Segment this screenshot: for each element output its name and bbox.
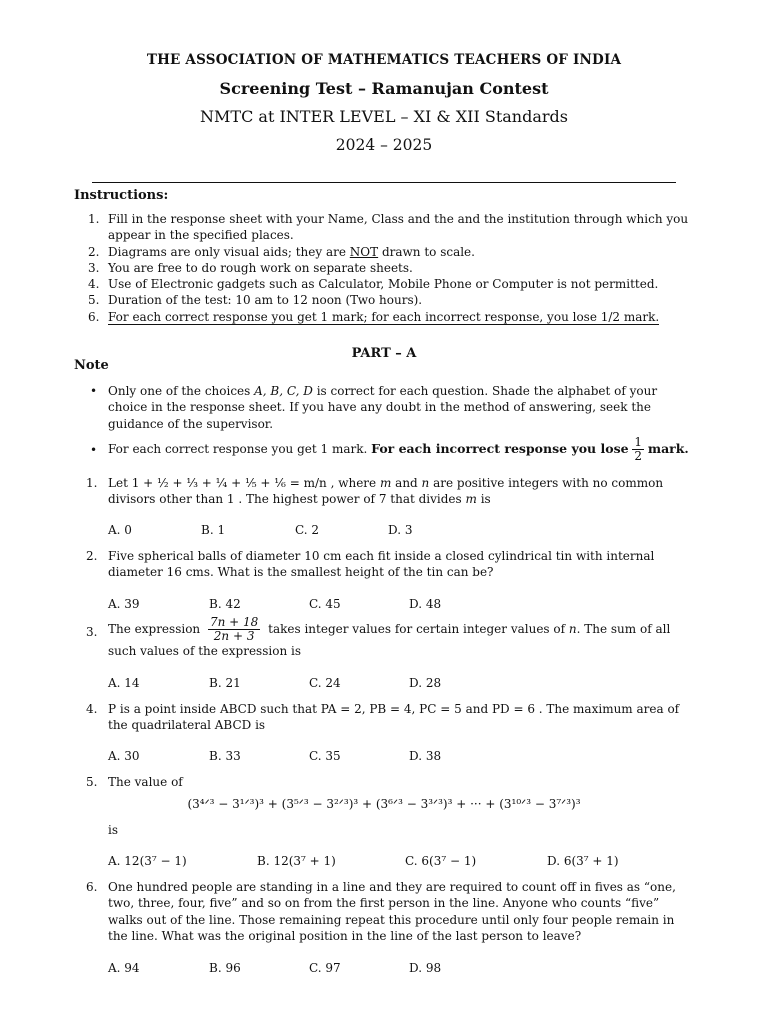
option-c[interactable]: C. 35 — [309, 749, 341, 763]
instruction-item: 2. Diagrams are only visual aids; they are NOT drawn to scale. — [88, 244, 475, 259]
instruction-item: 6. For each correct response you get 1 mark; for each incorrect response, you lose 1/2 mark. — [88, 309, 660, 324]
option-c[interactable]: C. 6(3⁷ − 1) — [405, 854, 477, 868]
option-c[interactable]: C. 24 — [309, 676, 341, 690]
bullet-icon: • — [90, 384, 98, 398]
option-b[interactable]: B. 42 — [209, 597, 241, 611]
question-3: 3. The expression $\frac{7n + 18}{2n + 3}$ takes integer values for certain integer values of n. The sum of all such values of the expression is — [86, 615, 671, 658]
option-b[interactable]: B. 12(3⁷ + 1) — [257, 854, 336, 868]
question-1: 1. Let 1 + ½ + ⅓ + ¼ + ⅕ + ⅙ = m/n , where m and n are positive integers with no common divisors other than 1 . The highest power of 7 that divides m is — [86, 476, 664, 507]
org-title: THE ASSOCIATION OF MATHEMATICS TEACHERS OF INDIA — [146, 52, 622, 68]
option-a[interactable]: A. 30 — [108, 749, 140, 763]
option-b[interactable]: B. 21 — [209, 676, 241, 690]
instruction-item: 3. You are free to do rough work on separate sheets. — [88, 260, 413, 275]
option-c[interactable]: C. 97 — [309, 961, 341, 975]
option-d[interactable]: D. 6(3⁷ + 1) — [547, 854, 619, 868]
option-d[interactable]: D. 3 — [388, 523, 413, 537]
option-c[interactable]: C. 45 — [309, 597, 341, 611]
note-title: Note — [74, 358, 109, 373]
option-a[interactable]: A. 0 — [108, 523, 132, 537]
header-rule — [92, 182, 676, 183]
instruction-item: 1. Fill in the response sheet with your Name, Class and the and the institution through which you appear in the specified places. — [88, 212, 689, 243]
question-2: 2. Five spherical balls of diameter 10 cm each fit inside a closed cylindrical tin with internal diameter 16 cms. What is the smallest height of the tin can be? — [86, 549, 655, 580]
expression-fraction: $\frac{7n + 18}{2n + 3}$ — [209, 615, 259, 643]
half-fraction: $\frac{1}{2}$ — [634, 434, 643, 463]
bullet-icon: • — [90, 442, 98, 457]
option-a[interactable]: A. 12(3⁷ − 1) — [108, 854, 187, 868]
option-b[interactable]: B. 33 — [209, 749, 241, 763]
note-list — [90, 383, 696, 469]
note-item: • For each correct response you get 1 mark. For each incorrect response you lose $\frac{1}{2}$ mark. — [90, 434, 689, 463]
instructions-list — [88, 211, 698, 325]
option-d[interactable]: D. 48 — [409, 597, 442, 611]
instruction-item: 5. Duration of the test: 10 am to 12 noon (Two hours). — [88, 293, 423, 308]
option-a[interactable]: A. 94 — [108, 961, 140, 975]
option-d[interactable]: D. 28 — [409, 676, 442, 690]
option-d[interactable]: D. 98 — [409, 961, 442, 975]
question-5: 5. The value of — [86, 775, 183, 789]
option-b[interactable]: B. 1 — [201, 523, 226, 537]
test-title: Screening Test – Ramanujan Contest — [219, 79, 549, 98]
year-title: 2024 – 2025 — [335, 136, 433, 154]
question-5-equation: (3⁴ᐟ³ − 3¹ᐟ³)³ + (3⁵ᐟ³ − 3²ᐟ³)³ + (3⁶ᐟ³ − 3³ᐟ³)³ + ··· + (3¹⁰ᐟ³ − 3⁷ᐟ³)³ — [187, 797, 581, 811]
part-heading: PART – A — [351, 346, 417, 361]
note-item: • Only one of the choices A, B, C, D is correct for each question. Shade the alphabet of your choice in the response sheet. If you have any doubt in the method of answering, seek the guidance of the supervisor. — [90, 384, 658, 431]
instruction-item: 4. Use of Electronic gadgets such as Calculator, Mobile Phone or Computer is not permitted. — [88, 277, 659, 292]
question-4: 4. P is a point inside ABCD such that PA = 2, PB = 4, PC = 5 and PD = 6 . The maximum area of the quadrilateral ABCD is — [86, 702, 680, 733]
instructions-title: Instructions: — [74, 188, 169, 203]
option-d[interactable]: D. 38 — [409, 749, 442, 763]
option-a[interactable]: A. 39 — [108, 597, 140, 611]
option-b[interactable]: B. 96 — [209, 961, 241, 975]
question-5-tail: is — [108, 823, 118, 837]
level-title: NMTC at INTER LEVEL – XI & XII Standards — [200, 107, 568, 126]
option-c[interactable]: C. 2 — [295, 523, 320, 537]
option-a[interactable]: A. 14 — [108, 676, 140, 690]
question-6: 6. One hundred people are standing in a line and they are required to count off in fives as “one, two, three, four, five” and so on from the first person in the line. Anyone who counts “five” walks out of the line. Those remaining repeat this procedure until only four people remain in the line. What was the original position in the line of the last person to leave? — [86, 880, 676, 943]
